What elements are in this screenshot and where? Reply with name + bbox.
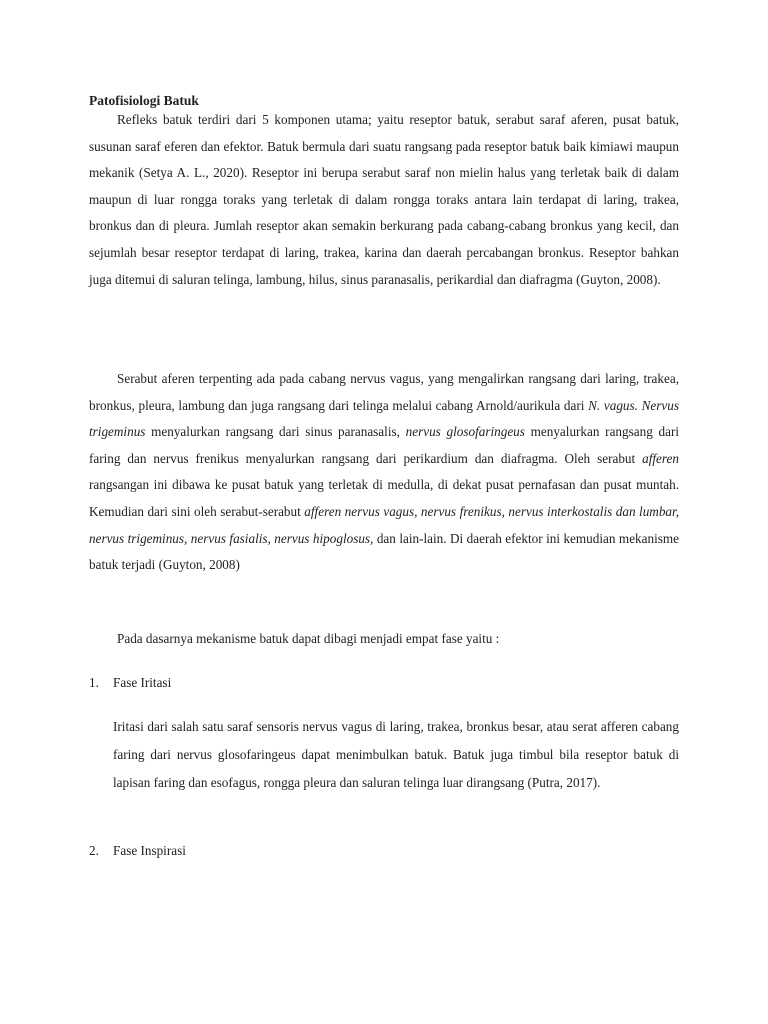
paragraph2-text-1: Serabut aferen terpenting ada pada cabang nervus vagus, yang mengalirkan rangsang dari laring, trakea, bronkus, pleura, lambung dan juga rangsang dari telinga melalui cabang Arnold/aurikula dari: [89, 371, 679, 413]
paragraph2-italic-2: nervus glosofaringeus: [405, 424, 525, 440]
list-item-phase-1: [89, 675, 171, 691]
paragraph2-italic-1: N. vagus. Nervus trigeminus: [89, 397, 679, 440]
paragraph2-italic-3: afferen: [642, 450, 679, 466]
paragraph-phases-intro: Pada dasarnya mekanisme batuk dapat dibagi menjadi empat fase yaitu :: [117, 631, 500, 646]
paragraph2-text-5: dan lain-lain. Di daerah efektor ini kemudian mekanisme batuk terjadi (Guyton, 2008): [89, 530, 679, 573]
paragraph2-text-2: menyalurkan rangsang dari sinus paranasalis,: [145, 424, 406, 440]
document-title: Patofisiologi Batuk: [89, 93, 199, 108]
phase-1-description: Iritasi dari salah satu saraf sensoris nervus vagus di laring, trakea, bronkus besar, atau serat afferen cabang faring dari nervus glosofaringeus dapat menimbulkan batuk. Batuk juga timbul bila reseptor batuk di lapisan faring dan esofagus, rongga pleura dan saluran telinga luar dirangsang (Putra, 2017).: [113, 719, 679, 790]
paragraph-afferent-fibers: [89, 366, 679, 579]
paragraph2-text-4: rangsangan ini dibawa ke pusat batuk yang terletak di medulla, di dekat pusat pernafasan dan pusat muntah. Kemudian dari sini oleh serabut-serabut: [89, 477, 679, 519]
list-label: Fase Iritasi: [113, 675, 172, 690]
paragraph2-text-3: menyalurkan rangsang dari faring dan nervus frenikus menyalurkan rangsang dari perikardium dan diafragma. Oleh serabut: [89, 424, 680, 466]
list-item-phase-2: [89, 843, 186, 859]
paragraph2-italic-4: afferen nervus vagus, nervus frenikus, nervus interkostalis dan lumbar, nervus trigeminus, nervus fasialis, nervus hipoglosus,: [89, 503, 679, 546]
paragraph-reflex-components: Refleks batuk terdiri dari 5 komponen utama; yaitu reseptor batuk, serabut saraf aferen, pusat batuk, susunan saraf eferen dan efektor. Batuk bermula dari suatu rangsang pada reseptor batuk baik kimiawi maupun mekanik (Setya A. L., 2020). Reseptor ini berupa serabut saraf non mielin halus yang terletak baik di dalam maupun di luar rongga toraks yang terletak di dalam rongga toraks antara lain terdapat di laring, trakea, bronkus dan di pleura. Jumlah reseptor akan semakin berkurang pada cabang-cabang bronkus yang kecil, dan sejumlah besar reseptor terdapat di laring, trakea, karina dan daerah percabangan bronkus. Reseptor bahkan juga ditemui di saluran telinga, lambung, hilus, sinus paranasalis, perikardial dan diafragma (Guyton, 2008).: [89, 112, 679, 287]
list-number: 2.: [89, 843, 99, 858]
list-number: 1.: [89, 675, 99, 690]
list-label: Fase Inspirasi: [113, 843, 186, 858]
